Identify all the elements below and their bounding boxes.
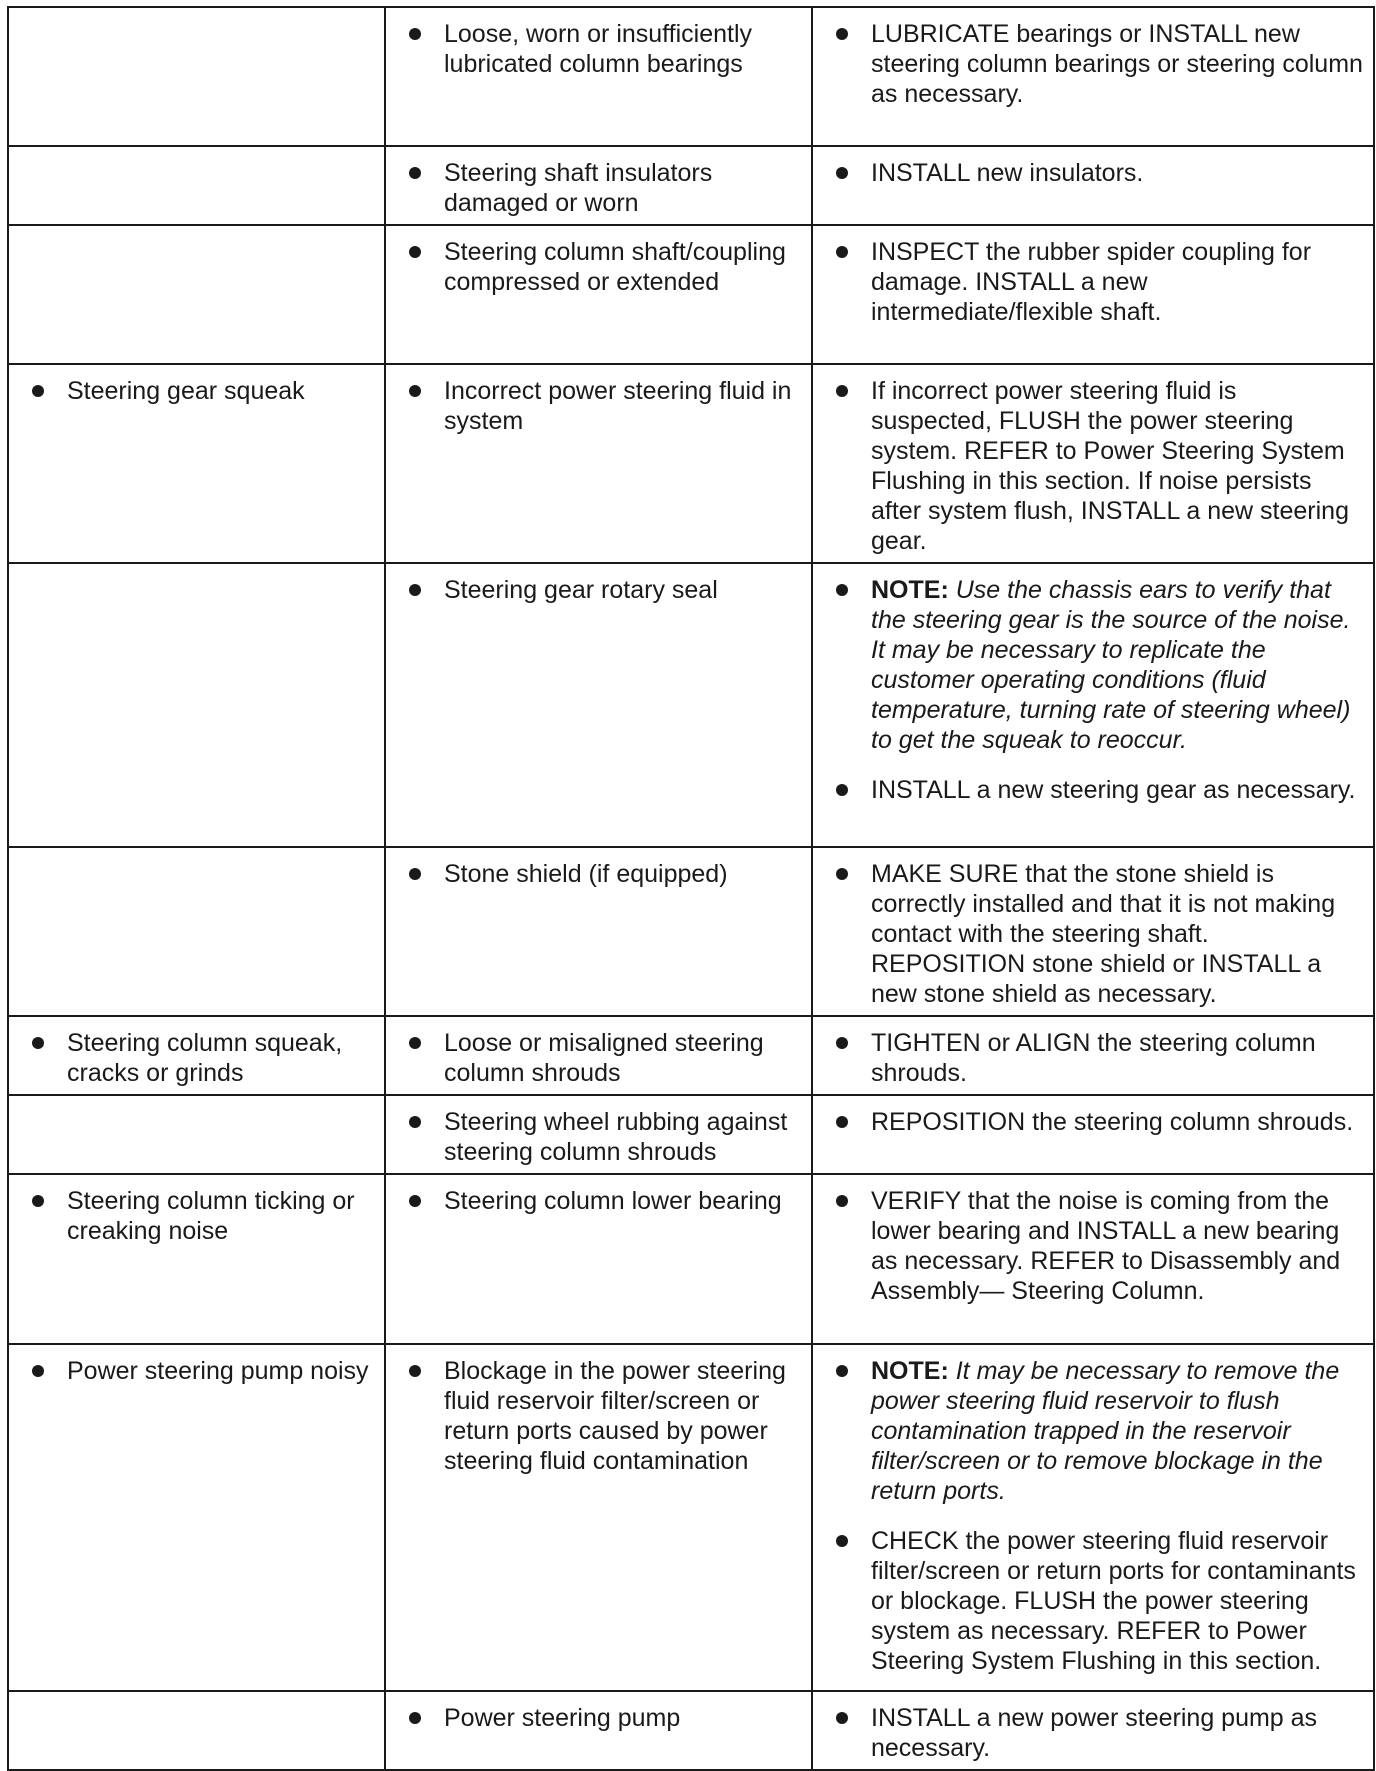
action-cell: [812, 1095, 1374, 1174]
cause-text: Steering gear rotary seal: [408, 575, 801, 605]
table-row: [8, 1344, 1374, 1691]
cause-cell: [385, 847, 812, 1016]
cause-cell: [385, 1095, 812, 1174]
condition-cell: [8, 225, 385, 364]
table-row: [8, 1174, 1374, 1344]
action-text: CHECK the power steering fluid reservoir filter/screen or return ports for contaminants or blockage. FLUSH the power steering system as necessary. REFER to Power Steering System Flushing in this section.: [835, 1526, 1363, 1676]
action-text: VERIFY that the noise is coming from the lower bearing and INSTALL a new bearing as necessary. REFER to Disassembly and Assembly— Steering Column.: [835, 1186, 1363, 1306]
table-row: [8, 146, 1374, 225]
cause-cell: [385, 364, 812, 563]
condition-cell: [8, 1344, 385, 1691]
action-text: INSTALL a new steering gear as necessary.: [835, 775, 1363, 805]
cause-cell: [385, 146, 812, 225]
condition-cell: [8, 563, 385, 847]
action-text: INSPECT the rubber spider coupling for damage. INSTALL a new intermediate/flexible shaft.: [835, 237, 1363, 327]
condition-text: Steering column ticking or creaking noise: [31, 1186, 374, 1246]
action-cell: [812, 1174, 1374, 1344]
cause-text: Steering column shaft/coupling compressed or extended: [408, 237, 801, 297]
action-cell: [812, 364, 1374, 563]
action-cell: [812, 1691, 1374, 1770]
condition-text: Steering column squeak, cracks or grinds: [31, 1028, 374, 1088]
cause-text: Incorrect power steering fluid in system: [408, 376, 801, 436]
cause-cell: [385, 1691, 812, 1770]
cause-cell: [385, 563, 812, 847]
condition-text: Power steering pump noisy: [31, 1356, 374, 1386]
diagnosis-table: [7, 6, 1375, 1771]
note-label: NOTE:: [871, 1357, 949, 1385]
table-row: [8, 225, 1374, 364]
cause-text: Blockage in the power steering fluid reservoir filter/screen or return ports caused by power steering fluid contamination: [408, 1356, 801, 1476]
cause-text: Power steering pump: [408, 1703, 801, 1733]
condition-cell: [8, 847, 385, 1016]
action-text: TIGHTEN or ALIGN the steering column shrouds.: [835, 1028, 1363, 1088]
table-row: [8, 847, 1374, 1016]
condition-cell: [8, 1691, 385, 1770]
condition-cell: [8, 1174, 385, 1344]
action-cell: [812, 1016, 1374, 1095]
note-text: Use the chassis ears to verify that the steering gear is the source of the noise. It may be necessary to replicate the customer operating conditions (fluid temperature, turning rate of steering wheel) to get the squeak to reoccur.: [871, 576, 1351, 754]
action-text: INSTALL a new power steering pump as necessary.: [835, 1703, 1363, 1763]
cause-text: Loose, worn or insufficiently lubricated column bearings: [408, 19, 801, 79]
cause-text: Steering column lower bearing: [408, 1186, 801, 1216]
table-row: [8, 364, 1374, 563]
condition-text: Steering gear squeak: [31, 376, 374, 406]
action-cell: [812, 563, 1374, 847]
condition-cell: [8, 146, 385, 225]
action-text: REPOSITION the steering column shrouds.: [835, 1107, 1363, 1137]
cause-text: Stone shield (if equipped): [408, 859, 801, 889]
cause-cell: [385, 1174, 812, 1344]
action-cell: [812, 225, 1374, 364]
condition-cell: [8, 1095, 385, 1174]
action-cell: [812, 146, 1374, 225]
cause-cell: [385, 1344, 812, 1691]
action-text: LUBRICATE bearings or INSTALL new steering column bearings or steering column as necessary.: [835, 19, 1363, 109]
note-item: [835, 575, 1363, 755]
table-row: [8, 563, 1374, 847]
table-row: [8, 1691, 1374, 1770]
action-cell: [812, 847, 1374, 1016]
condition-cell: [8, 1016, 385, 1095]
action-text: MAKE SURE that the stone shield is correctly installed and that it is not making contact with the steering shaft. REPOSITION stone shield or INSTALL a new stone shield as necessary.: [835, 859, 1363, 1009]
action-text: If incorrect power steering fluid is suspected, FLUSH the power steering system. REFER to Power Steering System Flushing in this section. If noise persists after system flush, INSTALL a new steering gear.: [835, 376, 1363, 556]
action-cell: [812, 7, 1374, 146]
action-text: INSTALL new insulators.: [835, 158, 1363, 188]
cause-cell: [385, 225, 812, 364]
cause-text: Loose or misaligned steering column shrouds: [408, 1028, 801, 1088]
note-label: NOTE:: [871, 576, 949, 604]
condition-cell: [8, 364, 385, 563]
table-row: [8, 1016, 1374, 1095]
action-cell: [812, 1344, 1374, 1691]
cause-cell: [385, 7, 812, 146]
note-text: It may be necessary to remove the power steering fluid reservoir to flush contamination trapped in the reservoir filter/screen or to remove blockage in the return ports.: [871, 1357, 1340, 1505]
condition-cell: [8, 7, 385, 146]
note-item: [835, 1356, 1363, 1506]
table-row: [8, 7, 1374, 146]
table-row: [8, 1095, 1374, 1174]
cause-cell: [385, 1016, 812, 1095]
cause-text: Steering wheel rubbing against steering column shrouds: [408, 1107, 801, 1167]
cause-text: Steering shaft insulators damaged or worn: [408, 158, 801, 218]
